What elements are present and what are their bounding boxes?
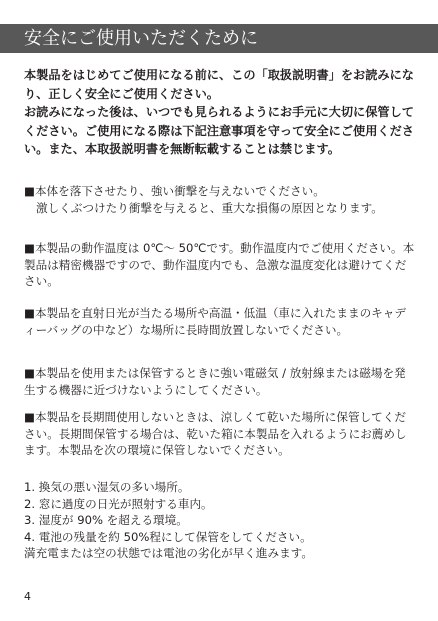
- notice-heading: ■本体を落下させたり、強い衝撃を与えないでください。: [24, 184, 325, 198]
- list-item: 1. 換気の悪い湿気の多い場所。: [24, 480, 190, 494]
- notice-drop-impact: [24, 183, 416, 216]
- notice-long-term-storage: [24, 409, 416, 459]
- page-number: 4: [24, 590, 31, 603]
- notice-direct-sunlight: [24, 305, 416, 338]
- notice-heading: ■本製品の動作温度は 0℃〜 50℃です。動作温度内でご使用ください。本製品は精密機器ですので、動作温度内でも、急激な温度変化は避けてください。: [24, 241, 415, 288]
- notice-heading: ■本製品を長期間使用しないときは、涼しくて乾いた場所に保管してください。長期間保管する場合は、乾いた箱に本製品を入れるようにお薦めします。本製品を次の環境に保管しないでください。: [24, 410, 407, 457]
- notice-heading: ■本製品を使用または保管するときに強い電磁気 / 放射線または磁場を発生する機器に近づけないようにしてください。: [24, 366, 406, 397]
- notice-body: 激しくぶつけたり衝撃を与えると、重大な損傷の原因となります。: [36, 200, 383, 215]
- list-item: 3. 湿度が 90% を超える環境。: [24, 513, 188, 527]
- storage-environment-list: [24, 479, 416, 562]
- list-item: 4. 電池の残量を約 50%程にして保管をしてください。: [24, 529, 312, 544]
- intro-paragraph-2: お読みになった後は、いつでも見られるようにお手元に大切に保管してください。ご使用になる際は下記注意事項を守って安全にご使用ください。また、本取扱説明書を無断転載することは禁じます。: [24, 105, 414, 156]
- section-title: 安全にご使用いただくために: [0, 24, 438, 53]
- intro-text: [24, 66, 416, 159]
- list-item: 2. 窓に過度の日光が照射する車内。: [24, 496, 213, 511]
- notice-electromagnetic: [24, 365, 416, 398]
- intro-paragraph-1: 本製品をはじめてご使用になる前に、この「取扱説明書」をお読みになり、正しく安全にご使用ください。: [24, 68, 414, 101]
- notice-operating-temperature: [24, 240, 416, 290]
- notice-heading: ■本製品を直射日光が当たる場所や高温・低温（車に入れたままのキャディーバッグの中など）な場所に長時間放置しないでください。: [24, 306, 406, 337]
- battery-note: 満充電または空の状態では電池の劣化が早く進みます。: [24, 546, 313, 560]
